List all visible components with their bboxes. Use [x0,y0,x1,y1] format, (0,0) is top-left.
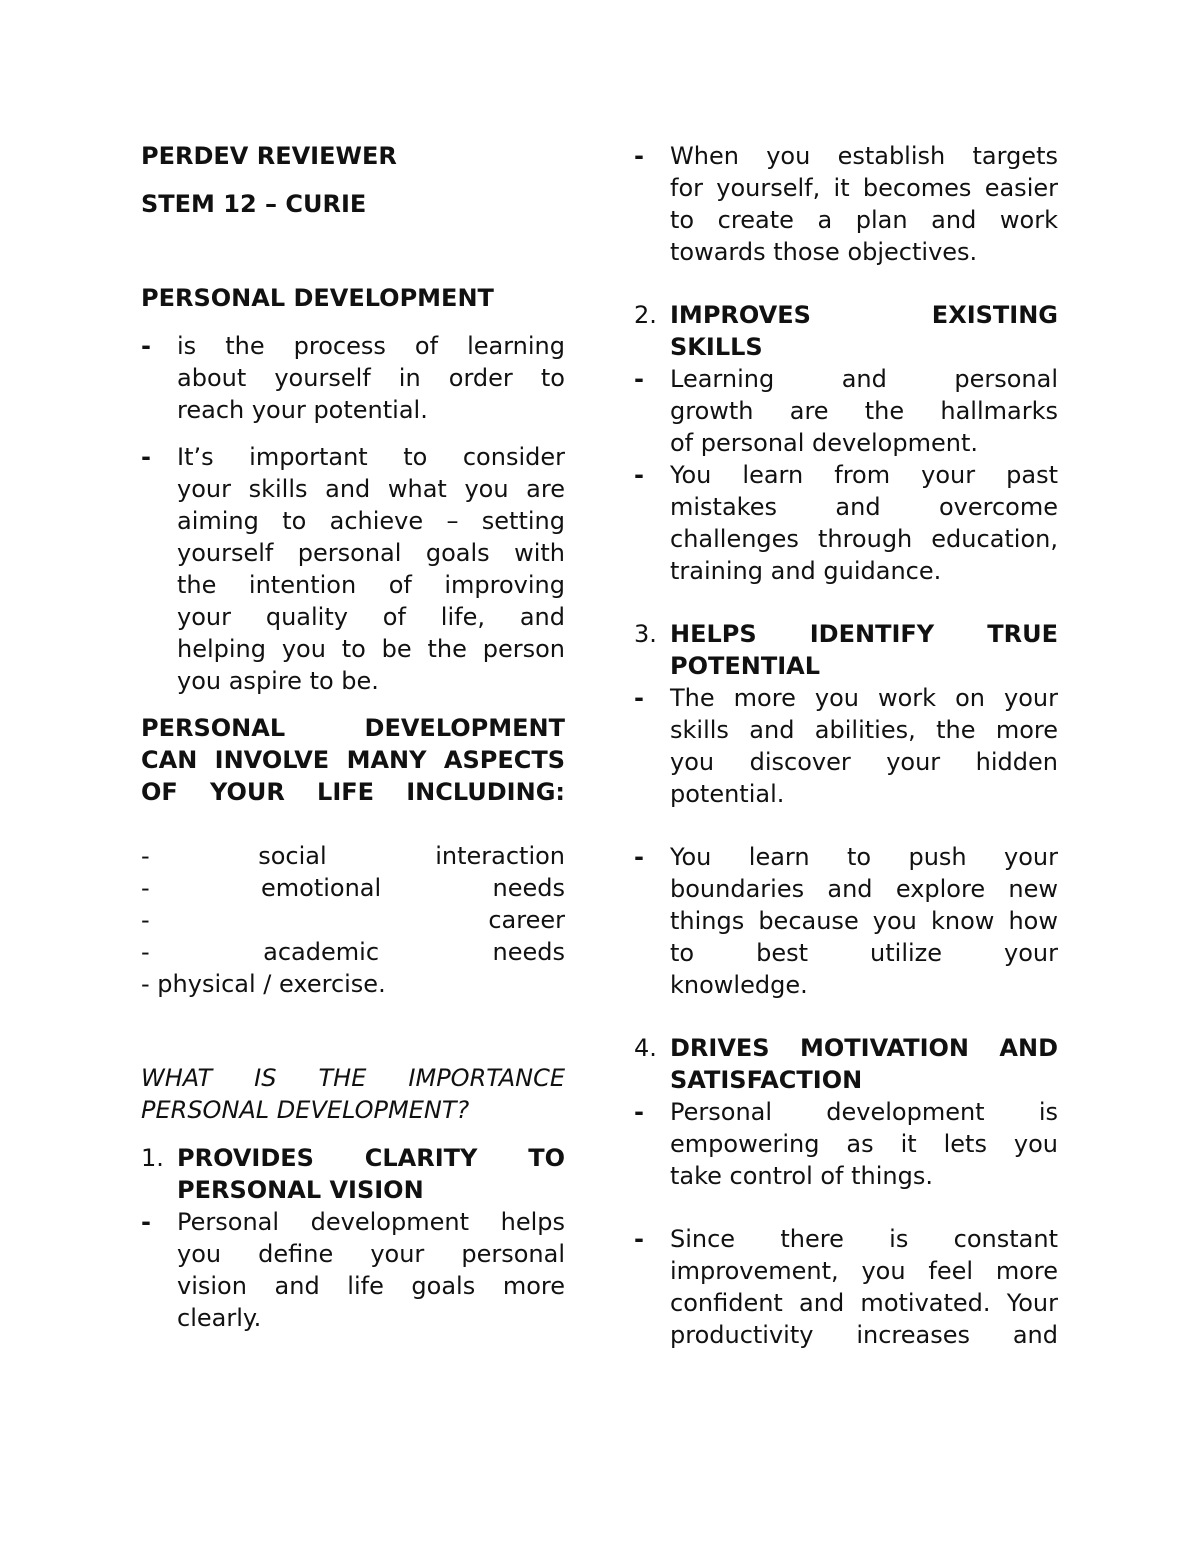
item-4-bullet-2 [634,1223,1058,1351]
line: SKILLS [670,333,763,361]
line: - You learn from your past [670,461,1058,489]
line: knowledge. [670,971,808,999]
importance-question [141,1062,565,1126]
word: emotional [261,874,382,902]
word: academic [263,938,380,966]
line: PERSONAL DEVELOPMENT [141,714,565,742]
word: social [258,842,327,870]
line: - When you establish targets [670,142,1058,170]
line: SATISFACTION [670,1066,863,1094]
item-1-bullet-1 [141,1206,565,1334]
line: for yourself, it becomes easier [670,174,1058,202]
line: things because you know how [670,907,1058,935]
line: DRIVES MOTIVATION AND [670,1034,1058,1062]
line: the intention of improving [177,571,565,599]
word: career [488,906,565,934]
line: aiming to achieve – setting [177,507,565,535]
dash: - [141,938,150,966]
line: about yourself in order to [177,364,565,392]
line: reach your potential. [177,396,428,424]
line: - Personal development helps [177,1208,565,1236]
line: PERSONAL DEVELOPMENT? [141,1096,470,1124]
line: productivity increases and [670,1321,1058,1349]
line: PROVIDES CLARITY TO [177,1144,565,1172]
item-number: 3. [634,620,657,648]
line: PERSONAL VISION [177,1176,424,1204]
word: needs [492,938,565,966]
line: - It’s important to consider [177,443,565,471]
line: IMPROVES EXISTING [670,301,1058,329]
aspects-list [141,840,565,1000]
line: growth are the hallmarks [670,397,1058,425]
line: towards those objectives. [670,238,978,266]
line: OF YOUR LIFE INCLUDING: [141,778,565,806]
definition-bullet-1 [141,330,565,426]
line: empowering as it lets you [670,1130,1058,1158]
importance-item-2-heading [634,299,1058,363]
line: POTENTIAL [670,652,821,680]
aspect-academic [141,936,565,968]
line: training and guidance. [670,557,942,585]
dash: - [141,842,150,870]
item-number: 1. [141,1144,164,1172]
line: challenges through education, [670,525,1058,553]
item-number: 2. [634,301,657,329]
item-4-bullet-1 [634,1096,1058,1192]
line: boundaries and explore new [670,875,1058,903]
line: you discover your hidden [670,748,1058,776]
aspect-emotional [141,872,565,904]
doc-title: PERDEV REVIEWER [141,142,397,170]
line: - Since there is constant [670,1225,1058,1253]
line: to create a plan and work [670,206,1058,234]
item-2-bullet-2 [634,459,1058,587]
item-2-bullet-1 [634,363,1058,459]
line: HELPS IDENTIFY TRUE [670,620,1058,648]
line: improvement, you feel more [670,1257,1058,1285]
line: - The more you work on your [670,684,1058,712]
word: needs [492,874,565,902]
main-heading: PERSONAL DEVELOPMENT [141,284,494,312]
importance-item-1-heading [141,1142,565,1206]
importance-item-4-heading [634,1032,1058,1096]
line: clearly. [177,1304,262,1332]
line: vision and life goals more [177,1272,565,1300]
definition-bullet-2 [141,441,565,697]
aspects-heading [141,712,565,808]
line: your skills and what you are [177,475,565,503]
left-column [141,140,565,1334]
line: - Learning and personal [670,365,1058,393]
line: - Personal development is [670,1098,1058,1126]
item-1-bullet-2 [634,140,1058,268]
section-label: STEM 12 – CURIE [141,190,367,218]
line: yourself personal goals with [177,539,565,567]
line: - is the process of learning [177,332,565,360]
line: skills and abilities, the more [670,716,1058,744]
line: you aspire to be. [177,667,379,695]
line: your quality of life, and [177,603,565,631]
aspect-career [141,904,565,936]
aspect-social [141,840,565,872]
line: take control of things. [670,1162,934,1190]
line: potential. [670,780,785,808]
word: interaction [435,842,565,870]
line: of personal development. [670,429,978,457]
line: to best utilize your [670,939,1058,967]
line: WHAT IS THE IMPORTANCE [141,1064,565,1092]
right-column [634,140,1058,1351]
dash: - [141,906,150,934]
item-3-bullet-1 [634,682,1058,810]
line: you define your personal [177,1240,565,1268]
item-3-bullet-2 [634,841,1058,1001]
item-number: 4. [634,1034,657,1062]
line: confident and motivated. Your [670,1289,1058,1317]
line: - You learn to push your [670,843,1058,871]
line: mistakes and overcome [670,493,1058,521]
aspect-physical: - physical / exercise. [141,970,386,998]
line: helping you to be the person [177,635,565,663]
dash: - [141,874,150,902]
importance-item-3-heading [634,618,1058,682]
line: CAN INVOLVE MANY ASPECTS [141,746,565,774]
